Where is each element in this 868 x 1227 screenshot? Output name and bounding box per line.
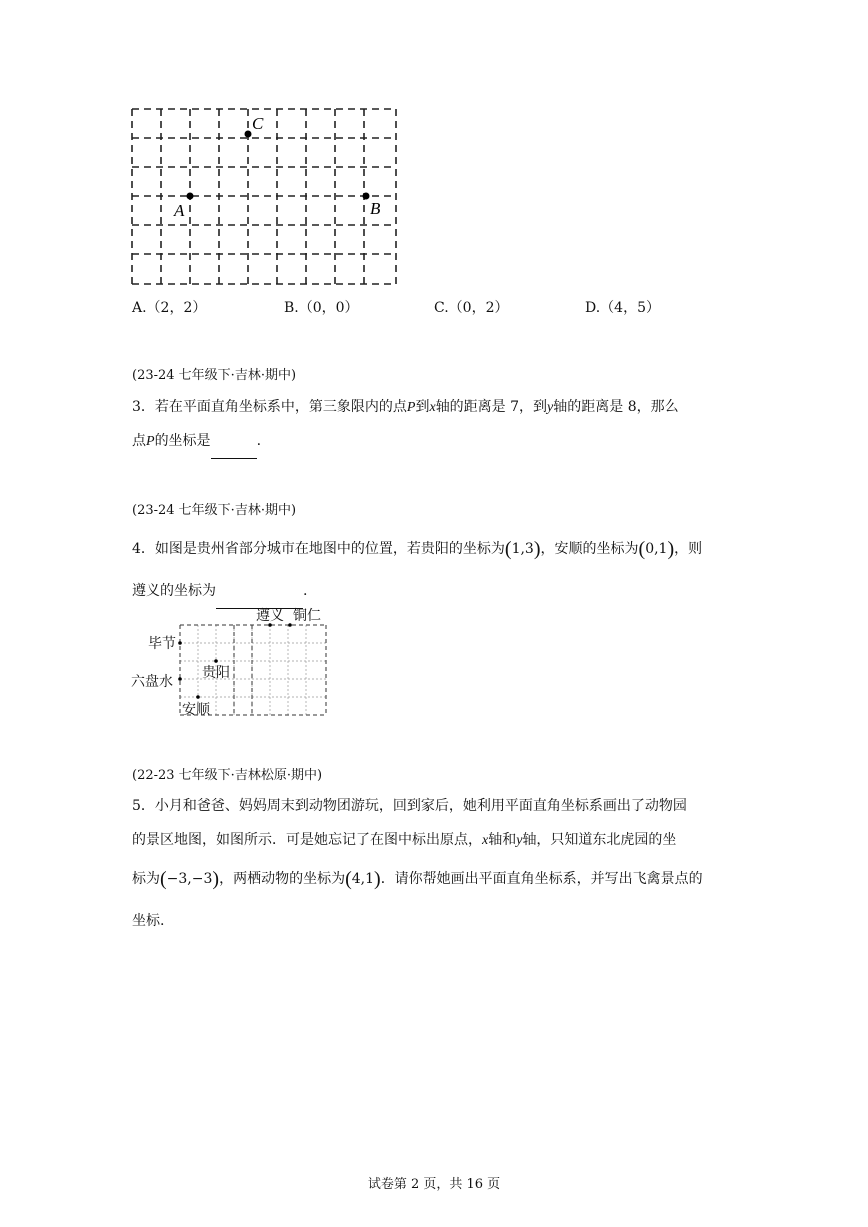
q4-text: ，安顺的坐标为 xyxy=(540,541,639,557)
q5-line1: 5．小月和爸爸、妈妈周末到动物团游玩，回到家后，她利用平面直角坐标系画出了动物园 xyxy=(132,798,687,814)
city-guiyang: 贵阳 xyxy=(202,665,230,681)
option-b: B.（0，0） xyxy=(284,300,359,316)
amphibian-coord: 4,1 xyxy=(351,871,375,887)
grid-lines xyxy=(132,109,396,284)
q5-line4: 坐标. xyxy=(132,913,165,929)
city-bijie: 毕节 xyxy=(148,636,176,652)
dot-liupanshui xyxy=(178,677,182,681)
var-p: P xyxy=(406,400,416,415)
city-anshun: 安顺 xyxy=(182,702,210,718)
option-c: C.（0，2） xyxy=(434,300,509,316)
paren-close: ) xyxy=(374,868,381,890)
q5-text: 轴，只知道东北虎园的坐 xyxy=(522,832,677,848)
q3-text: 的坐标是 xyxy=(154,433,211,449)
var-x: x xyxy=(482,833,489,848)
q5-text: ，两栖动物的坐标为 xyxy=(219,871,346,887)
guizhou-map xyxy=(128,605,338,720)
q4-text: 遵义的坐标为 xyxy=(132,583,216,599)
paren-close: ) xyxy=(212,868,220,890)
city-tongren: 铜仁 xyxy=(293,608,321,624)
q5-text: ．请你帮她画出平面直角坐标系，并写出飞禽景点的 xyxy=(380,871,703,887)
q3-text: 轴的距离是 8，那么 xyxy=(553,399,679,415)
label-a: A xyxy=(174,201,185,220)
label-c: C xyxy=(252,114,264,133)
var-y: y xyxy=(516,833,523,848)
label-b: B xyxy=(370,199,381,218)
var-p: P xyxy=(146,434,155,449)
anshun-coord: 0,1 xyxy=(645,541,668,557)
q3-source: (23-24 七年级下·吉林·期中) xyxy=(132,368,297,383)
dot-grid-figure xyxy=(130,107,398,287)
point-b xyxy=(363,193,370,200)
city-liupanshui: 六盘水 xyxy=(131,674,173,690)
q3-text: 3．若在平面直角坐标系中，第三象限内的点 xyxy=(132,399,407,415)
q3-text: . xyxy=(256,433,262,449)
paren-open: ( xyxy=(345,868,352,890)
option-a: A.（2，2） xyxy=(132,300,207,316)
city-zunyi: 遵义 xyxy=(256,608,284,624)
q3-text: 到 xyxy=(415,399,430,415)
var-x: x xyxy=(429,400,436,415)
paren-open: ( xyxy=(638,538,646,560)
paren-open: ( xyxy=(160,868,167,890)
paren-open: ( xyxy=(504,538,512,560)
paren-close: ) xyxy=(667,538,675,560)
q4-text: ，则 xyxy=(674,541,703,557)
answer-blank xyxy=(211,424,257,459)
q4-line2 xyxy=(132,574,307,609)
q5-line2 xyxy=(132,823,676,858)
point-c xyxy=(245,131,252,138)
point-a xyxy=(187,193,194,200)
q3-line1 xyxy=(132,390,679,425)
q5-source: (22-23 七年级下·吉林松原·期中) xyxy=(132,768,323,783)
guiyang-coord: 1,3 xyxy=(511,541,534,557)
q5-line3 xyxy=(132,862,703,896)
q4-line1 xyxy=(132,532,702,566)
tiger-coord: −3,−3 xyxy=(166,871,213,887)
var-y: y xyxy=(547,400,554,415)
page-footer: 试卷第 2 页，共 16 页 xyxy=(367,1177,501,1192)
dot-bijie xyxy=(178,641,182,645)
option-d: D.（4，5） xyxy=(585,300,660,316)
q5-text: 的景区地图，如图所示．可是她忘记了在图中标出原点， xyxy=(132,832,482,848)
answer-blank xyxy=(216,574,303,609)
q3-line2 xyxy=(132,424,261,459)
grid-svg xyxy=(130,107,398,287)
dot-tongren xyxy=(288,623,292,627)
q5-text: 轴和 xyxy=(488,832,517,848)
q4-text: . xyxy=(303,583,308,599)
q4-text: 4．如图是贵州省部分城市在地图中的位置，若贵阳的坐标为 xyxy=(132,541,505,557)
q4-source: (23-24 七年级下·吉林·期中) xyxy=(132,503,297,518)
paren-close: ) xyxy=(533,538,541,560)
q3-text: 点 xyxy=(132,433,146,449)
q5-text: 标为 xyxy=(132,871,160,887)
q3-text: 轴的距离是 7，到 xyxy=(435,399,548,415)
